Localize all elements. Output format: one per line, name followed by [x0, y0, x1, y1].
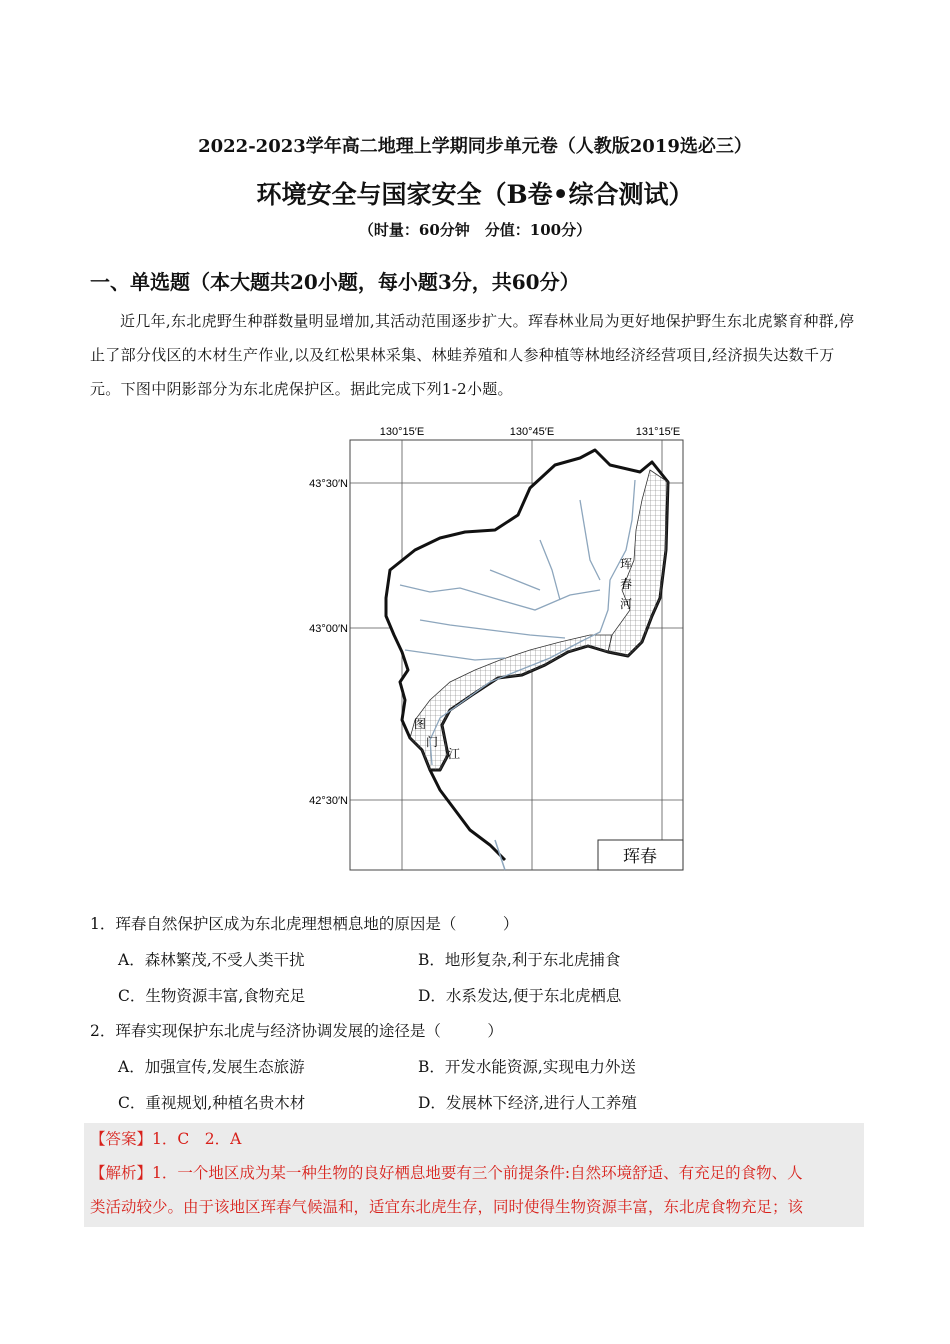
q2-option-b: B．开发水能资源,实现电力外送	[418, 1058, 636, 1076]
lon-label-1: 130°15′E	[379, 426, 425, 438]
answer-text: 1．C 2．A	[152, 1130, 242, 1148]
paper-title: 环境安全与国家安全（B卷•综合测试）	[256, 180, 694, 209]
lat-label-2: 43°00′N	[309, 623, 348, 635]
q1-option-a: A．森林繁茂,不受人类干扰	[118, 951, 305, 969]
question-1-stem: 1．珲春自然保护区成为东北虎理想栖息地的原因是（ ）	[90, 915, 519, 933]
q2-option-a: A．加强宣传,发展生态旅游	[118, 1058, 305, 1076]
analysis-line-1	[90, 1156, 860, 1190]
question-2-stem: 2．珲春实现保护东北虎与经济协调发展的途径是（ ）	[90, 1022, 503, 1040]
section-heading: 一、单选题（本大题共20小题，每小题3分，共60分）	[90, 270, 580, 294]
lat-label-1: 43°30′N	[309, 478, 348, 490]
q1-option-d: D．水系发达,便于东北虎栖息	[418, 987, 622, 1005]
q1-option-c: C．生物资源丰富,食物充足	[118, 987, 306, 1005]
map-legend-label: 珲春	[623, 847, 657, 867]
lon-label-2: 130°45′E	[509, 426, 555, 438]
tumen-river-char-2: 门	[426, 735, 439, 749]
lon-label-3: 131°15′E	[635, 426, 681, 438]
tumen-river-char-1: 图	[414, 717, 427, 731]
hunchun-river-char-1: 珲	[620, 557, 633, 571]
intro-paragraph: 近几年,东北虎野生种群数量明显增加,其活动范围逐步扩大。珲春林业局为更好地保护野生东北虎繁育种群,停止了部分伐区的木材生产作业,以及红松果林采集、林蛙养殖和人参种植等林地经济经营项目,经济损失达数千万元。下图中阴影部分为东北虎保护区。据此完成下列1-2小题。	[90, 312, 855, 398]
exam-meta: （时量：60分钟 分值：100分）	[358, 221, 592, 239]
analysis-text-1: 1．一个地区成为某一种生物的良好栖息地要有三个前提条件:自然环境舒适、有充足的食物、人	[152, 1164, 803, 1182]
q1-option-b: B．地形复杂,利于东北虎捕食	[418, 951, 621, 969]
lat-label-3: 42°30′N	[309, 795, 348, 807]
tumen-river-char-3: 江	[448, 747, 461, 761]
hunchun-river-char-3: 河	[620, 597, 633, 611]
hunchun-river-char-2: 春	[620, 577, 633, 591]
answer-label: 【答案】	[90, 1130, 153, 1148]
paper-subtitle: 2022-2023学年高二地理上学期同步单元卷（人教版2019选必三）	[198, 136, 752, 157]
analysis-line-2: 类活动较少。由于该地区珲春气候温和，适宜东北虎生存，同时使得生物资源丰富，东北虎食物充足；该	[90, 1198, 804, 1216]
q2-option-d: D．发展林下经济,进行人工养殖	[418, 1094, 637, 1112]
analysis-label: 【解析】	[90, 1164, 153, 1182]
answer-line	[90, 1122, 860, 1156]
q2-option-c: C．重视规划,种植名贵木材	[118, 1094, 306, 1112]
hunchun-map	[290, 420, 690, 875]
